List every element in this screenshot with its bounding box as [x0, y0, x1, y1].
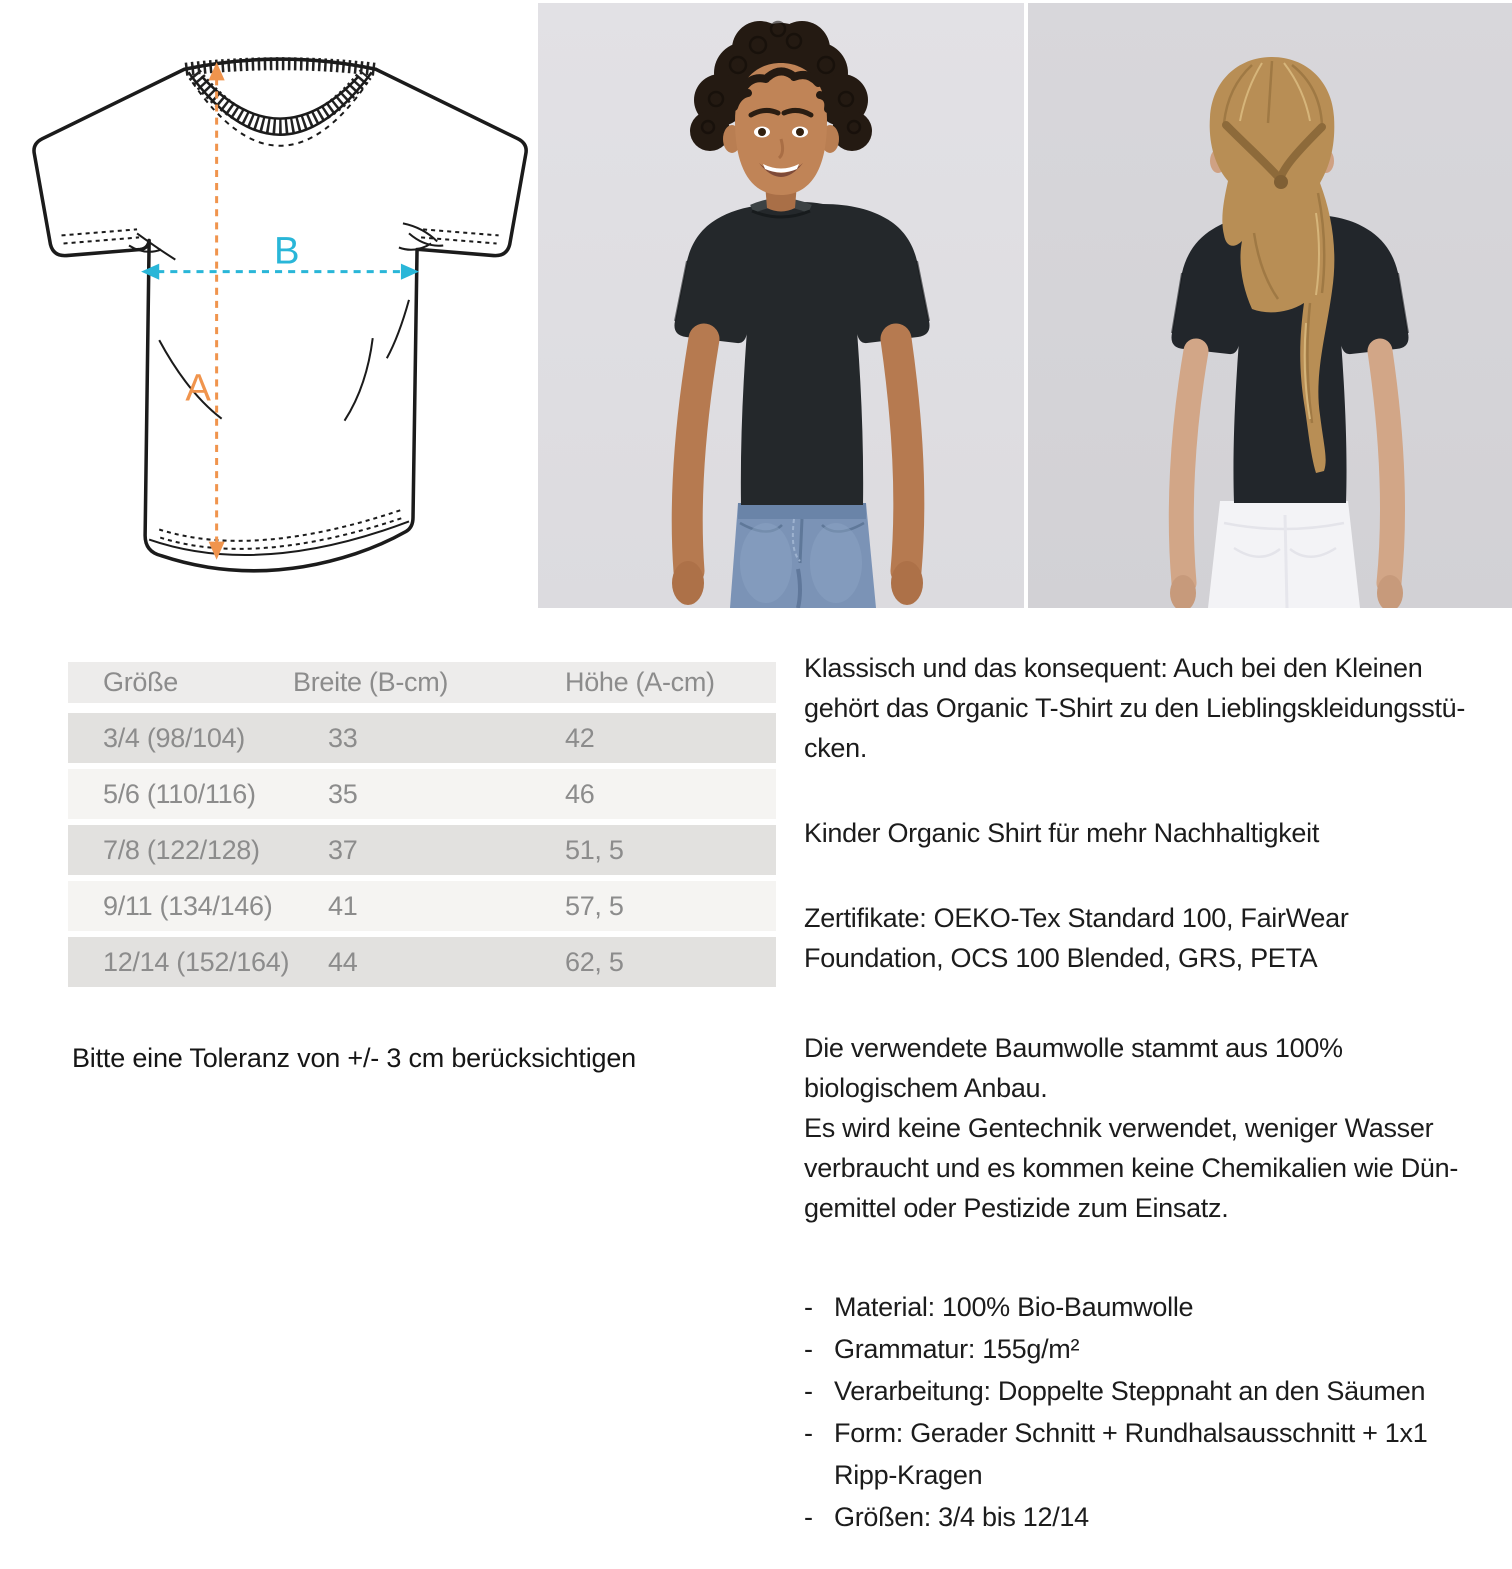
list-item: [804, 1286, 1512, 1328]
girl-pants: [1208, 501, 1360, 608]
girl-hair-knot: [1274, 175, 1288, 189]
boy-jeans: [730, 503, 876, 608]
bullet-text: Grammatur: 155g/m²: [834, 1334, 1080, 1364]
text-line: Foundation, OCS 100 Blended, GRS, PETA: [804, 943, 1318, 973]
table-row: [68, 769, 776, 819]
bullet-text: Verarbeitung: Doppelte Steppnaht an den Säumen: [834, 1376, 1426, 1406]
tolerance-note: Bitte eine Toleranz von +/- 3 cm berücksichtigen: [72, 1043, 636, 1073]
bullet-text: Material: 100% Bio-Baumwolle: [834, 1292, 1194, 1322]
cell-hoehe: 46: [565, 778, 595, 809]
bullet-dash: -: [804, 1292, 813, 1322]
bullet-text: Größen: 3/4 bis 12/14: [834, 1502, 1089, 1532]
bullet-dash: -: [804, 1418, 813, 1448]
cell-groesse: 5/6 (110/116): [103, 778, 256, 809]
column-header-breite: Breite (B-cm): [293, 667, 449, 697]
text-line: verbraucht und es kommen keine Chemikalien wie Dün-: [804, 1153, 1459, 1183]
cell-groesse: 7/8 (122/128): [103, 834, 260, 865]
bullet-dash: -: [804, 1502, 813, 1532]
tshirt-sketch-illustration: [8, 36, 532, 600]
table-row: [68, 881, 776, 931]
sustainability-paragraph: [804, 813, 1512, 853]
model-photo-front: [538, 3, 1024, 608]
bullet-dash: [804, 1454, 834, 1496]
column-header-groesse: Größe: [103, 667, 179, 697]
cell-hoehe: 62, 5: [565, 946, 624, 977]
measure-a-label: A: [185, 366, 211, 410]
cell-breite: 35: [328, 778, 358, 809]
text-line: Zertifikate: OEKO-Tex Standard 100, FairWear: [804, 903, 1349, 933]
boy-left-hand: [672, 561, 704, 605]
table-row: [68, 937, 776, 987]
model-photo-back: [1028, 3, 1512, 608]
product-description: [804, 648, 1512, 1538]
list-item: [804, 1370, 1512, 1412]
list-item: [804, 1412, 1512, 1454]
cell-breite: 41: [328, 890, 358, 921]
cell-breite: 44: [328, 946, 358, 977]
spec-list: [804, 1286, 1512, 1538]
cell-hoehe: 57, 5: [565, 890, 624, 921]
list-item: [804, 1496, 1512, 1538]
bullet-text: Form: Gerader Schnitt + Rundhalsausschnitt + 1x1: [834, 1418, 1428, 1448]
text-line: Es wird keine Gentechnik verwendet, weniger Wasser: [804, 1113, 1434, 1143]
boy-front-illustration: [538, 3, 1024, 608]
text-line: Kinder Organic Shirt für mehr Nachhaltigkeit: [804, 818, 1320, 848]
cell-breite: 33: [328, 722, 358, 753]
bullet-dash: -: [804, 1376, 813, 1406]
bullet-dash: -: [804, 1334, 813, 1364]
boy-right-hand: [891, 561, 923, 605]
text-line: Klassisch und das konsequent: Auch bei den Kleinen: [804, 653, 1423, 683]
cell-groesse: 3/4 (98/104): [103, 722, 245, 753]
measure-b-label: B: [274, 229, 300, 273]
list-item: [804, 1454, 1512, 1496]
table-row: [68, 825, 776, 875]
list-item: [804, 1328, 1512, 1370]
cell-groesse: 9/11 (134/146): [103, 890, 273, 921]
cotton-paragraph: [804, 1028, 1512, 1228]
text-line: gehört das Organic T-Shirt zu den Lieblingskleidungsstü-: [804, 693, 1466, 723]
size-diagram: [8, 36, 532, 600]
bullet-text: Ripp-Kragen: [834, 1460, 983, 1490]
girl-back-illustration: [1028, 3, 1512, 608]
cell-breite: 37: [328, 834, 358, 865]
certificates-paragraph: [804, 898, 1512, 978]
intro-paragraph: [804, 648, 1512, 768]
text-line: biologischem Anbau.: [804, 1073, 1048, 1103]
text-line: cken.: [804, 733, 868, 763]
text-line: gemittel oder Pestizide zum Einsatz.: [804, 1193, 1229, 1223]
cell-hoehe: 51, 5: [565, 834, 624, 865]
column-header-hoehe: Höhe (A-cm): [565, 667, 715, 697]
text-line: Die verwendete Baumwolle stammt aus 100%: [804, 1033, 1343, 1063]
size-table: [68, 662, 776, 993]
cell-groesse: 12/14 (152/164): [103, 946, 290, 977]
table-row: [68, 713, 776, 763]
size-table-header: [68, 662, 776, 703]
cell-hoehe: 42: [565, 722, 595, 753]
